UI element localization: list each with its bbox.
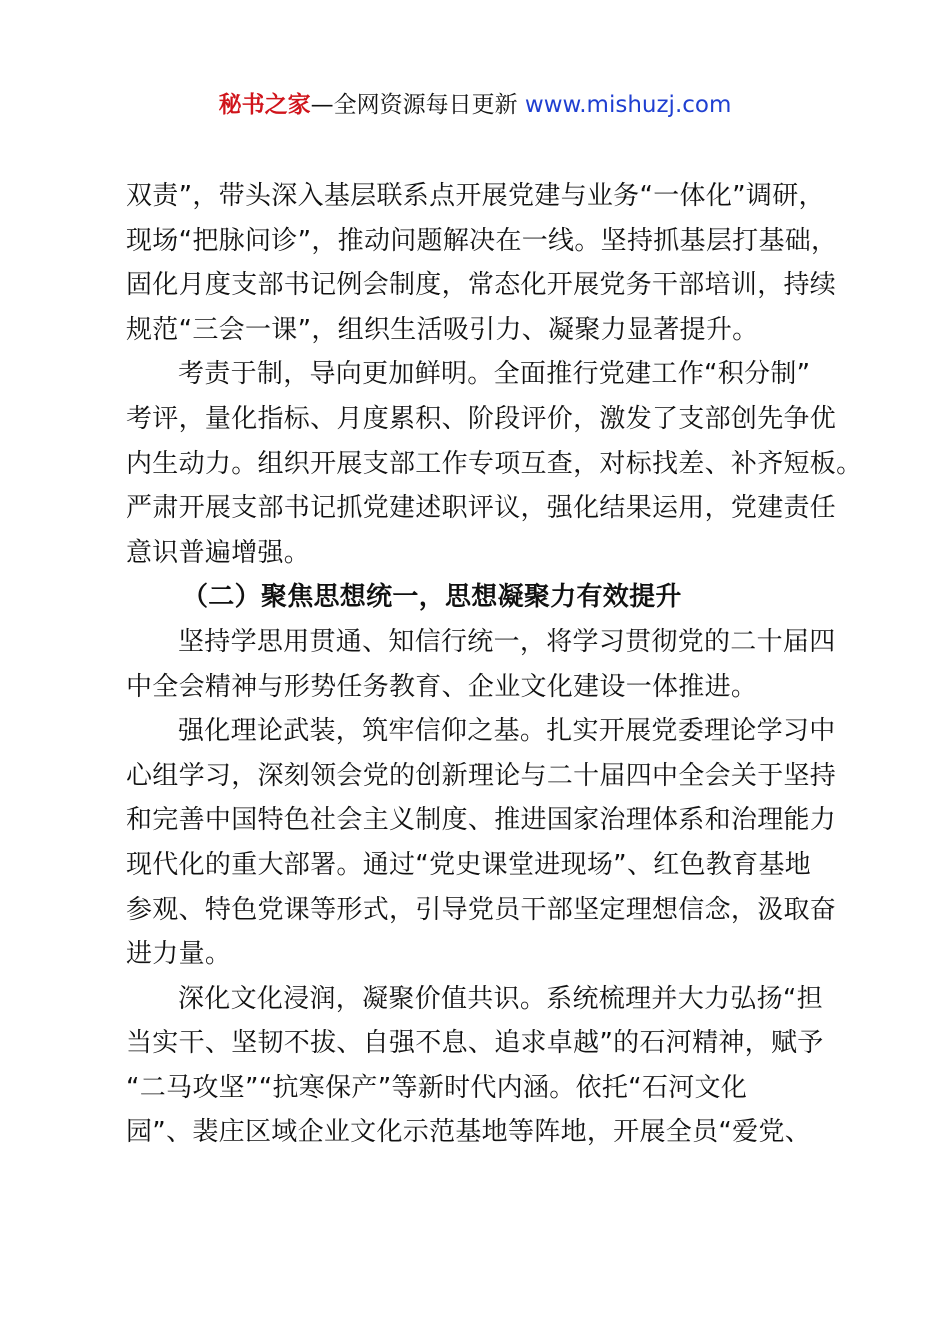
paragraph-start-line: 考责于制，导向更加鲜明。全面推行党建工作“积分制”	[178, 359, 811, 390]
text-line: 参观、特色党课等形式，引导党员干部坚定理想信念，汲取奋	[126, 894, 837, 925]
paragraph-start-line: 深化文化浸润，凝聚价值共识。系统梳理并大力弘扬“担	[178, 983, 823, 1014]
text-line: 考评，量化指标、月度累积、阶段评价，激发了支部创先争优	[126, 403, 837, 434]
section-heading: （二）聚焦思想统一，思想凝聚力有效提升	[182, 582, 682, 613]
text-line: 固化月度支部书记例会制度，常态化开展党务干部培训，持续	[126, 270, 837, 301]
text-line: 严肃开展支部书记抓党建述职评议，强化结果运用，党建责任	[126, 493, 837, 524]
paragraph-start-line: 坚持学思用贯通、知信行统一，将学习贯彻党的二十届四	[178, 626, 836, 657]
text-line: 现场“把脉问诊”，推动问题解决在一线。坚持抓基层打基础，	[126, 225, 838, 256]
paragraph-start-line: 强化理论武装，筑牢信仰之基。扎实开展党委理论学习中	[178, 716, 836, 747]
text-line: 双责”，带头深入基层联系点开展党建与业务“一体化”调研，	[126, 181, 825, 211]
text-line: 园”、裴庄区域企业文化示范基地等阵地，开展全员“爱党、	[126, 1117, 812, 1148]
site-tagline: —全网资源每日更新	[310, 92, 525, 118]
text-line: 规范“三会一课”，组织生活吸引力、凝聚力显著提升。	[126, 314, 759, 345]
document-body	[126, 174, 863, 1155]
text-line: 心组学习，深刻领会党的创新理论与二十届四中全会关于坚持	[126, 760, 837, 791]
text-line: 现代化的重大部署。通过“党史课堂进现场”、红色教育基地	[126, 849, 812, 880]
text-line: 当实干、坚韧不拔、自强不息、追求卓越”的石河精神，赋予	[126, 1028, 824, 1059]
site-url-link[interactable]: www.mishuzj.com	[524, 92, 732, 118]
text-line: 内生动力。组织开展支部工作专项互查，对标找差、补齐短板。	[126, 448, 863, 479]
text-line: 意识普遍增强。	[126, 537, 311, 568]
site-brand: 秘书之家	[218, 92, 311, 118]
text-line: “二马攻坚”“抗寒保产”等新时代内涵。依托“石河文化	[126, 1072, 748, 1103]
text-line: 中全会精神与形势任务教育、企业文化建设一体推进。	[126, 671, 758, 702]
text-line: 进力量。	[126, 939, 232, 970]
site-header	[0, 88, 950, 122]
text-line: 和完善中国特色社会主义制度、推进国家治理体系和治理能力	[126, 805, 837, 836]
